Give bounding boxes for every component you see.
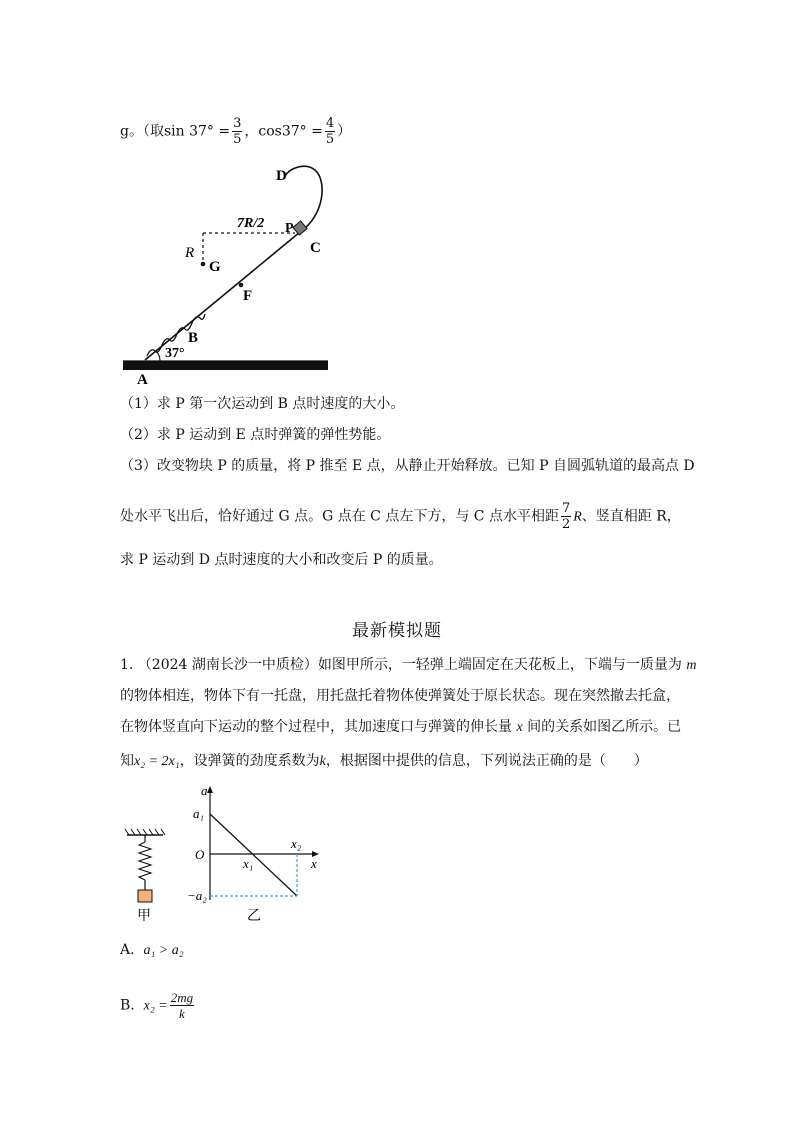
option-b-label: B. xyxy=(120,997,135,1014)
p1-line4-c: ，根据图中提供的信息，下列说法正确的是（ ） xyxy=(325,753,648,769)
q3-fraction xyxy=(561,501,571,532)
acceleration-line xyxy=(210,814,297,896)
label-origin: O xyxy=(195,847,205,862)
option-b-den: k xyxy=(178,1006,185,1021)
option-a-text: a₁ > a₂ xyxy=(143,943,184,958)
label-jia: 甲 xyxy=(137,909,151,924)
q3-r-var: R xyxy=(573,509,582,525)
q3-frac-num: 7 xyxy=(561,501,571,516)
problem-1-line-1 xyxy=(120,655,696,676)
question-1: （1）求 P 第一次运动到 B 点时速度的大小。 xyxy=(120,396,405,412)
p1-line3-a: 在物体竖直向下运动的整个过程中，其加速度口与弹簧的伸长量 xyxy=(120,719,512,735)
q3-frac-den: 2 xyxy=(561,517,571,532)
incline-figure xyxy=(115,160,345,390)
sin-numerator: 3 xyxy=(233,116,242,131)
option-b xyxy=(120,990,196,1021)
p1-line1-text: 1. （2024 湖南长沙一中质检）如图甲所示，一轻弹上端固定在天花板上，下端与一质量为 xyxy=(120,657,682,673)
p1-line3-b: 间的关系如图乙所示。已 xyxy=(527,719,682,735)
question-2: （2）求 P 运动到 E 点时弹簧的弹性势能。 xyxy=(120,427,391,443)
p1-x-var: x xyxy=(516,720,523,735)
label-a: A xyxy=(137,372,148,388)
p1-line4-a: 知 xyxy=(120,753,134,769)
label-g: G xyxy=(209,259,221,275)
question-3-line-3: 求 P 运动到 D 点时速度的大小和改变后 P 的质量。 xyxy=(120,552,443,568)
mass-block xyxy=(138,890,152,902)
ground-hatch xyxy=(123,361,328,370)
option-b-num: 2mg xyxy=(170,990,194,1005)
label-x2: x₂ xyxy=(291,836,302,851)
angle-arc xyxy=(156,351,160,361)
spring-graph-figure xyxy=(115,780,345,925)
q3-text-a: 处水平飞出后，恰好通过 G 点。G 点在 C 点左下方，与 C 点水平相距 xyxy=(120,508,559,525)
label-a1: a₁ xyxy=(193,806,205,821)
incline-track xyxy=(145,232,300,360)
p1-m-var: m xyxy=(686,658,697,673)
label-distance: 7R/2 xyxy=(237,216,265,231)
option-a-label: A. xyxy=(120,942,135,958)
p1-line4-b: ，设弹簧的劲度系数为 xyxy=(179,753,320,769)
given-prefix: g。（取 xyxy=(120,123,164,140)
cos-numerator: 4 xyxy=(325,116,335,131)
label-f: F xyxy=(243,288,253,304)
question-3-line-1: （3）改变物块 P 的质量，将 P 推至 E 点，从静止开始释放。已知 P 自圆弧轨道的最高点 D xyxy=(120,458,695,474)
question-3-line-2 xyxy=(120,501,681,532)
sin-label: sin 37° = xyxy=(163,123,231,140)
cos-label: cos37° = xyxy=(258,123,323,140)
cos-fraction xyxy=(325,116,335,147)
option-a xyxy=(120,940,184,961)
problem-1-line-2: 的物体相连，物体下有一托盘，用托盘托着物体使弹簧处于原长状态。现在突然撤去托盒， xyxy=(120,688,680,704)
sin-denominator: 5 xyxy=(233,132,242,147)
cos-denominator: 5 xyxy=(325,132,335,147)
block-p xyxy=(293,221,307,235)
label-r: R xyxy=(185,245,195,261)
spring-apparatus xyxy=(125,829,165,902)
p1-equation: x₂ = 2x₁ xyxy=(134,754,180,769)
label-angle: 37° xyxy=(165,346,185,361)
label-neg-a2: −a₂ xyxy=(187,888,207,903)
problem-1-line-4 xyxy=(120,751,648,772)
given-suffix: ） xyxy=(337,123,352,140)
problem-1-line-3 xyxy=(120,717,681,738)
label-d: D xyxy=(276,168,287,184)
option-b-fraction xyxy=(170,990,194,1021)
option-b-lhs: x₂ = xyxy=(143,998,168,1014)
separator: ， xyxy=(244,123,259,140)
section-title: 最新模拟题 xyxy=(352,621,442,641)
point-g xyxy=(201,262,206,267)
a-axis-arrow xyxy=(207,786,213,793)
label-axis-x: x xyxy=(311,856,317,871)
sin-fraction xyxy=(232,116,242,147)
label-axis-a: a xyxy=(201,783,208,798)
p1-k-var: k xyxy=(319,754,326,769)
label-b: B xyxy=(188,330,199,346)
q3-text-b: 、竖直相距 R， xyxy=(581,508,681,525)
label-yi: 乙 xyxy=(247,909,261,924)
label-x1: x₁ xyxy=(243,856,254,871)
label-c: C xyxy=(310,240,321,256)
given-values-line xyxy=(120,116,351,147)
label-p: P xyxy=(285,221,294,236)
point-f xyxy=(239,283,244,288)
